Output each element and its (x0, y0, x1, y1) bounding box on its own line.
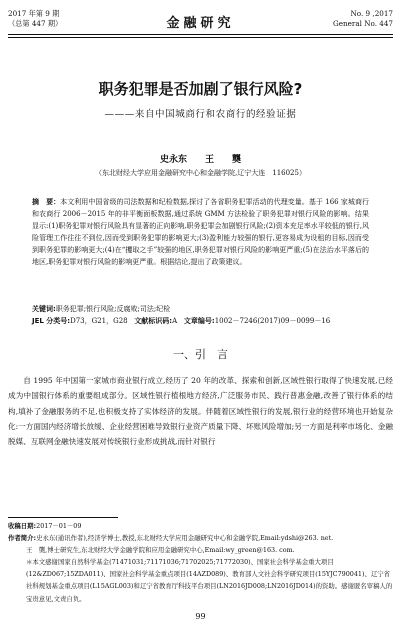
year-issue: 2017 年第 9 期 (8, 9, 60, 18)
classification-line (32, 316, 381, 327)
abstract-text: 本文利用中国省级的司法数据和纪检数据,探讨了各省职务犯罪活动的代理变量。基于 166 家城商行和农商行 2006－2015 年的非平衡面板数据,通过系统 GMM 方法检验了职务犯罪对银行风险的影响。结果显示:(1)职务犯罪对银行风险具有显著的正向影响,职务犯罪会加剧银行风险;(2)资本充足率水平较低的银行,风险管理工作往往不到位,因而受到职务犯罪的影响更大;(3)盈利能力较强的银行,更容易成为设租的目标,因而受到职务犯罪的影响更大;(4)在“攫取之手”较强的地区,职务犯罪对银行风险的影响更严重;(5)在法治水平落后的地区,职务犯罪对银行风险的影响更严重。根据结论,提出了政策建议。 (32, 198, 369, 266)
page-number: 99 (195, 612, 206, 621)
article-authors: 史永东 王 龑 (159, 155, 241, 165)
author-info-1 (8, 532, 393, 544)
general-number: General No. 447 (333, 19, 393, 28)
author-info-label: 作者简介: (8, 534, 37, 543)
received-date: 2017－01－09 (36, 522, 82, 530)
author2-info: 王 龑,博士研究生,东北财经大学金融学院和应用金融研究中心,Email:wy_green@163. com. (26, 546, 295, 555)
doc-code-label: 文献标识码: (134, 317, 173, 325)
doc-code: A (172, 317, 178, 325)
body-paragraph: 自 1995 年中国第一家城市商业银行成立,经历了 20 年的改革、探索和创新,区域性银行取得了快速发展,已经成为中国银行体系的重要组成部分。区域性银行植根地方经济,广泛服务市民、践行普惠金融,改善了银行体系的结构,填补了金融服务的不足,也积极支持了实体经济的发展。伴随着区域性银行的发展,银行业的经营环境也开始复杂化:一方面国内经济增长放缓、企业经营困难导致银行业资产质量下降、坏账风险增加;另一方面是利率市场化、金融脱媒、互联网金融快速发展对传统银行业形成挑战,而针对银行 (8, 376, 393, 447)
issue-number: No. 9 ,2017 (350, 9, 393, 18)
author-affiliation: （东北财经大学应用金融研究中心和金融学院,辽宁大连 116025） (95, 169, 306, 177)
total-issue: （总第 447 期） (8, 19, 63, 28)
section-heading: 一、引 言 (173, 348, 228, 361)
keywords-label: 关键词: (32, 305, 56, 313)
footnotes (8, 520, 393, 605)
received-label: 收稿日期: (8, 522, 37, 530)
funding-note: ＊本文感谢国家自然科学基金(71471031;71171036;71702025;71772030)、国家社会科学基金重大项目(12&ZD067;15ZDA011)、国家社会科学基金重点项目(14AZD089)、教育部人文社会科学研究项目(15YJC790041)、辽宁省社科规划基金重点项目(L15AGL003)和辽宁省教育厅科技平台项目(LN2016JD008;LN2016JD014)的资助。感谢匿名审稿人的宝贵意见,文责自负。 (26, 558, 393, 603)
header-right (333, 9, 393, 29)
article-subtitle: ———来自中国城商行和农商行的经验证据 (104, 109, 297, 120)
received-line (8, 520, 393, 532)
abstract-label: 摘 要： (32, 198, 61, 206)
jel-codes: D73，G21，G28 (70, 317, 128, 325)
jel-label: JEL 分类号: (32, 317, 71, 325)
article-title: 职务犯罪是否加剧了银行风险? (98, 80, 303, 98)
author1-info: 史永东(通讯作者),经济学博士,教授,东北财经大学应用金融研究中心和金融学院,Email:ydshi@263. net. (36, 534, 334, 543)
journal-title: 金融研究 (166, 16, 235, 31)
article-no: 1002－7246(2017)09－0099－16 (214, 317, 331, 325)
header-rule-thin (8, 37, 393, 38)
footnote-rule (8, 517, 118, 518)
article-no-label: 文章编号: (183, 317, 215, 325)
abstract (32, 196, 369, 268)
header-rule (8, 34, 393, 35)
keywords-text: 职务犯罪;银行风险;反腐败;司法;纪检 (55, 305, 171, 313)
keywords (32, 304, 369, 315)
